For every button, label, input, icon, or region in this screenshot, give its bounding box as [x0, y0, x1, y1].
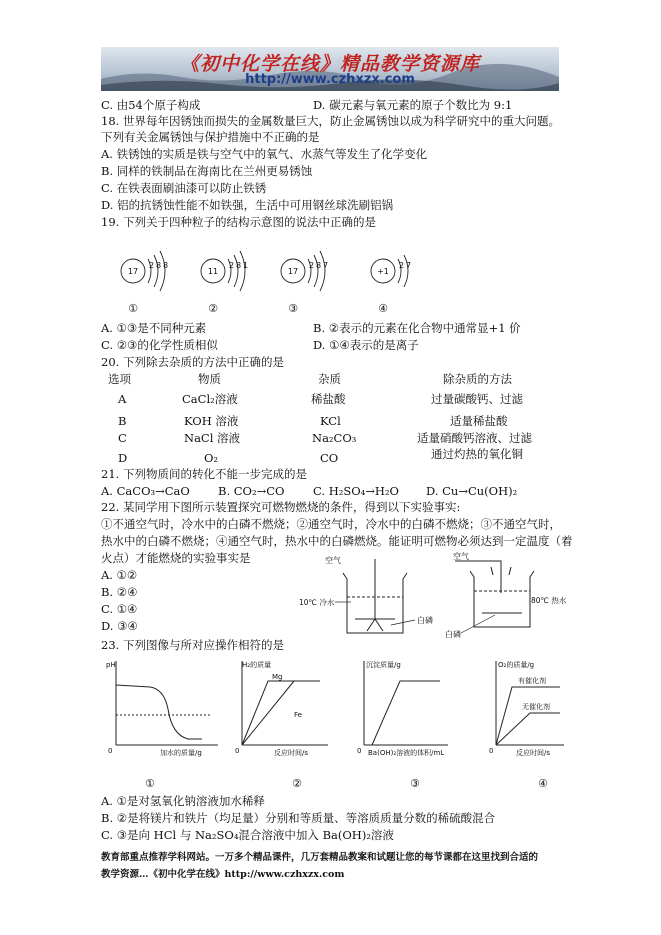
q20-stem: 20. 下列除去杂质的方法中正确的是 [101, 355, 284, 369]
hot-water-label: 80℃ 热水 [531, 596, 567, 605]
particle-3-label: ③ [288, 302, 298, 315]
q20-row-a-method: 过量碳酸钙、过滤 [431, 392, 523, 406]
hot-water-beaker [455, 561, 534, 627]
particle-4-shell-2: 7 [406, 261, 412, 270]
q21-option-c: C. H₂SO₄→H₂O [313, 484, 399, 498]
q18-stem-cont: 下列有关金属锈蚀与保护措施中不正确的是 [101, 130, 320, 144]
q20-row-d-impurity: CO [320, 451, 339, 465]
q21-option-b: B. CO₂→CO [218, 484, 285, 498]
header-banner [101, 47, 559, 91]
graph-4-y-label: O₂的质量/g [498, 661, 535, 669]
graph-4-series-1-label: 有催化剂 [518, 677, 546, 685]
footer-line-1: 教育部重点推荐学科网站。一万多个精品课件，几万套精品教案和试题让您的每节课都在这里找到合适的 [101, 852, 539, 863]
particle-3-shell-2: 8 [316, 261, 322, 270]
graph-4-series-2-label: 无催化剂 [522, 703, 550, 711]
q22-option-c: C. ①④ [101, 602, 138, 616]
q20-row-b-substance: KOH 溶液 [184, 414, 239, 428]
q18-option-d: D. 铝的抗锈蚀性能不如铁强，生活中可用钢丝球洗刷铝锅 [101, 198, 394, 212]
q20-row-c-method: 适量硝酸钙溶液、过滤 [417, 431, 532, 445]
q21-stem: 21. 下列物质间的转化不能一步完成的是 [101, 467, 307, 481]
q20-row-a-substance: CaCl₂溶液 [182, 392, 238, 406]
particle-3-nucleus: 17 [287, 267, 299, 276]
q18-option-c: C. 在铁表面刷油漆可以防止铁锈 [101, 181, 267, 195]
q21-option-d: D. Cu→Cu(OH)₂ [426, 484, 518, 498]
q20-row-a-impurity: 稀盐酸 [311, 392, 346, 406]
graph-1-y-label: pH [106, 661, 116, 669]
particle-2-shell-1: 2 [229, 261, 235, 270]
svg-text:0: 0 [357, 747, 362, 755]
particle-2-label: ② [208, 302, 218, 315]
particle-1-shell-2: 8 [156, 261, 162, 270]
phosphorus-label-2: 白磷 [445, 630, 461, 639]
particle-1-label: ① [128, 302, 138, 315]
graph-3-y-label: 沉淀质量/g [366, 661, 401, 669]
q20-row-b-option: B [118, 414, 127, 428]
q22-fact-line-1: ①不通空气时，冷水中的白磷不燃烧；②通空气时，冷水中的白磷不燃烧；③不通空气时， [101, 517, 561, 531]
q20-row-d-substance: O₂ [204, 451, 219, 465]
q20-header-option: 选项 [108, 372, 131, 386]
air-label-2: 空气 [453, 552, 469, 561]
graph-3-x-label: Ba(OH)₂溶液的体积/mL [368, 749, 445, 757]
q18-stem: 18. 世界每年因锈蚀而损失的金属数量巨大，防止金属锈蚀以成为科学研究中的重大问题。 [101, 114, 560, 128]
particle-1-shell-1: 2 [149, 261, 155, 270]
q19-option-a: A. ①③是不同种元素 [101, 321, 207, 335]
q22-option-a: A. ①② [101, 568, 138, 582]
q22-stem: 22. 某同学用下图所示装置探究可燃物燃烧的条件，得到以下实验事实: [101, 500, 461, 514]
svg-text:0: 0 [108, 747, 113, 755]
q21-option-a: A. CaCO₃→CaO [101, 484, 190, 498]
q22-fact-line-2: 热水中的白磷不燃烧；④通空气时，热水中的白磷燃烧。能证明可燃物必须达到一定温度（着 [101, 534, 573, 548]
q20-row-c-impurity: Na₂CO₃ [312, 431, 357, 445]
q23-option-b: B. ②是将镁片和铁片（均足量）分别和等质量、等溶质质量分数的稀硫酸混合 [101, 811, 496, 825]
particle-2-shell-3: 1 [243, 261, 249, 270]
graph-1-x-label: 加水的质量/g [160, 749, 202, 757]
q20-row-c-option: C [118, 431, 127, 445]
q18-option-b: B. 同样的铁制品在海南比在兰州更易锈蚀 [101, 164, 313, 178]
particle-1-nucleus: 17 [127, 267, 139, 276]
q19-option-b: B. ②表示的元素在化合物中通常显+1 价 [313, 321, 521, 335]
particle-2-shell-2: 8 [236, 261, 242, 270]
q20-row-b-method: 适量稀盐酸 [450, 414, 508, 428]
q20-header-substance: 物质 [198, 372, 221, 386]
q20-row-c-substance: NaCl 溶液 [184, 431, 241, 445]
graph-4-x-label: 反应时间/s [516, 749, 551, 757]
q17-option-d: D. 碳元素与氧元素的原子个数比为 9:1 [313, 98, 513, 112]
particle-1-shell-3: 8 [163, 261, 169, 270]
air-label-1: 空气 [325, 556, 341, 565]
particle-3-shell-3: 7 [323, 261, 329, 270]
particle-3-shell-1: 2 [309, 261, 315, 270]
q19-option-c: C. ②③的化学性质相似 [101, 338, 218, 352]
phosphorus-label-1: 白磷 [417, 616, 433, 625]
graph-2-label: ② [292, 777, 302, 790]
q18-option-a: A. 铁锈蚀的实质是铁与空气中的氧气、水蒸气等发生了化学变化 [101, 147, 428, 161]
q22-option-d: D. ③④ [101, 619, 138, 633]
cold-water-beaker [343, 559, 407, 633]
particle-4-nucleus: +1 [377, 267, 389, 276]
banner-url[interactable]: http://www.czhxzx.com [245, 72, 415, 87]
banner-title: 《初中化学在线》精品教学资源库 [179, 53, 480, 75]
q17-option-c: C. 由54个原子构成 [101, 98, 201, 112]
particle-4-label: ④ [378, 302, 388, 315]
q22-fact-line-3: 火点）才能燃烧的实验事实是 [101, 551, 251, 565]
q23-option-a: A. ①是对氢氧化钠溶液加水稀释 [101, 794, 265, 808]
q19-stem: 19. 下列关于四种粒子的结构示意图的说法中正确的是 [101, 215, 376, 229]
graph-2-mg-label: Mg [272, 673, 283, 681]
footer-line-2: 教学资源…《初中化学在线》http://www.czhxzx.com [101, 869, 345, 880]
graph-2-x-label: 反应时间/s [274, 749, 309, 757]
q20-header-impurity: 杂质 [318, 372, 341, 386]
particle-4-shell-1: 2 [399, 261, 405, 270]
q23-option-c: C. ③是向 HCl 与 Na₂SO₄混合溶液中加入 Ba(OH)₂溶液 [101, 828, 394, 842]
q20-row-a-option: A [118, 392, 127, 406]
svg-text:0: 0 [489, 747, 494, 755]
q23-graphs [98, 657, 566, 792]
graph-2-y-label: H₂的质量 [242, 661, 272, 669]
q22-option-b: B. ②④ [101, 585, 138, 599]
graph-4-oxygen [489, 660, 564, 790]
q20-header-method: 除杂质的方法 [443, 372, 512, 386]
graph-2-hydrogen [235, 660, 328, 790]
particle-2-nucleus: 11 [207, 267, 219, 276]
q20-row-d-option: D [118, 451, 128, 465]
combustion-apparatus-figure [295, 552, 567, 643]
atomic-structure-diagrams [100, 245, 450, 317]
cold-water-label: 10℃ 冷水 [299, 598, 335, 607]
svg-text:0: 0 [235, 747, 240, 755]
graph-1-label: ① [145, 777, 155, 790]
graph-4-label: ④ [538, 777, 548, 790]
q23-stem: 23. 下列图像与所对应操作相符的是 [101, 638, 284, 652]
q19-option-d: D. ①④表示的是离子 [313, 338, 419, 352]
graph-1-ph [106, 661, 218, 790]
graph-2-fe-label: Fe [294, 711, 302, 719]
q20-row-b-impurity: KCl [320, 414, 341, 428]
graph-3-label: ③ [410, 777, 420, 790]
q20-row-d-method: 通过灼热的氧化铜 [431, 447, 523, 461]
graph-3-precipitate [357, 660, 448, 790]
